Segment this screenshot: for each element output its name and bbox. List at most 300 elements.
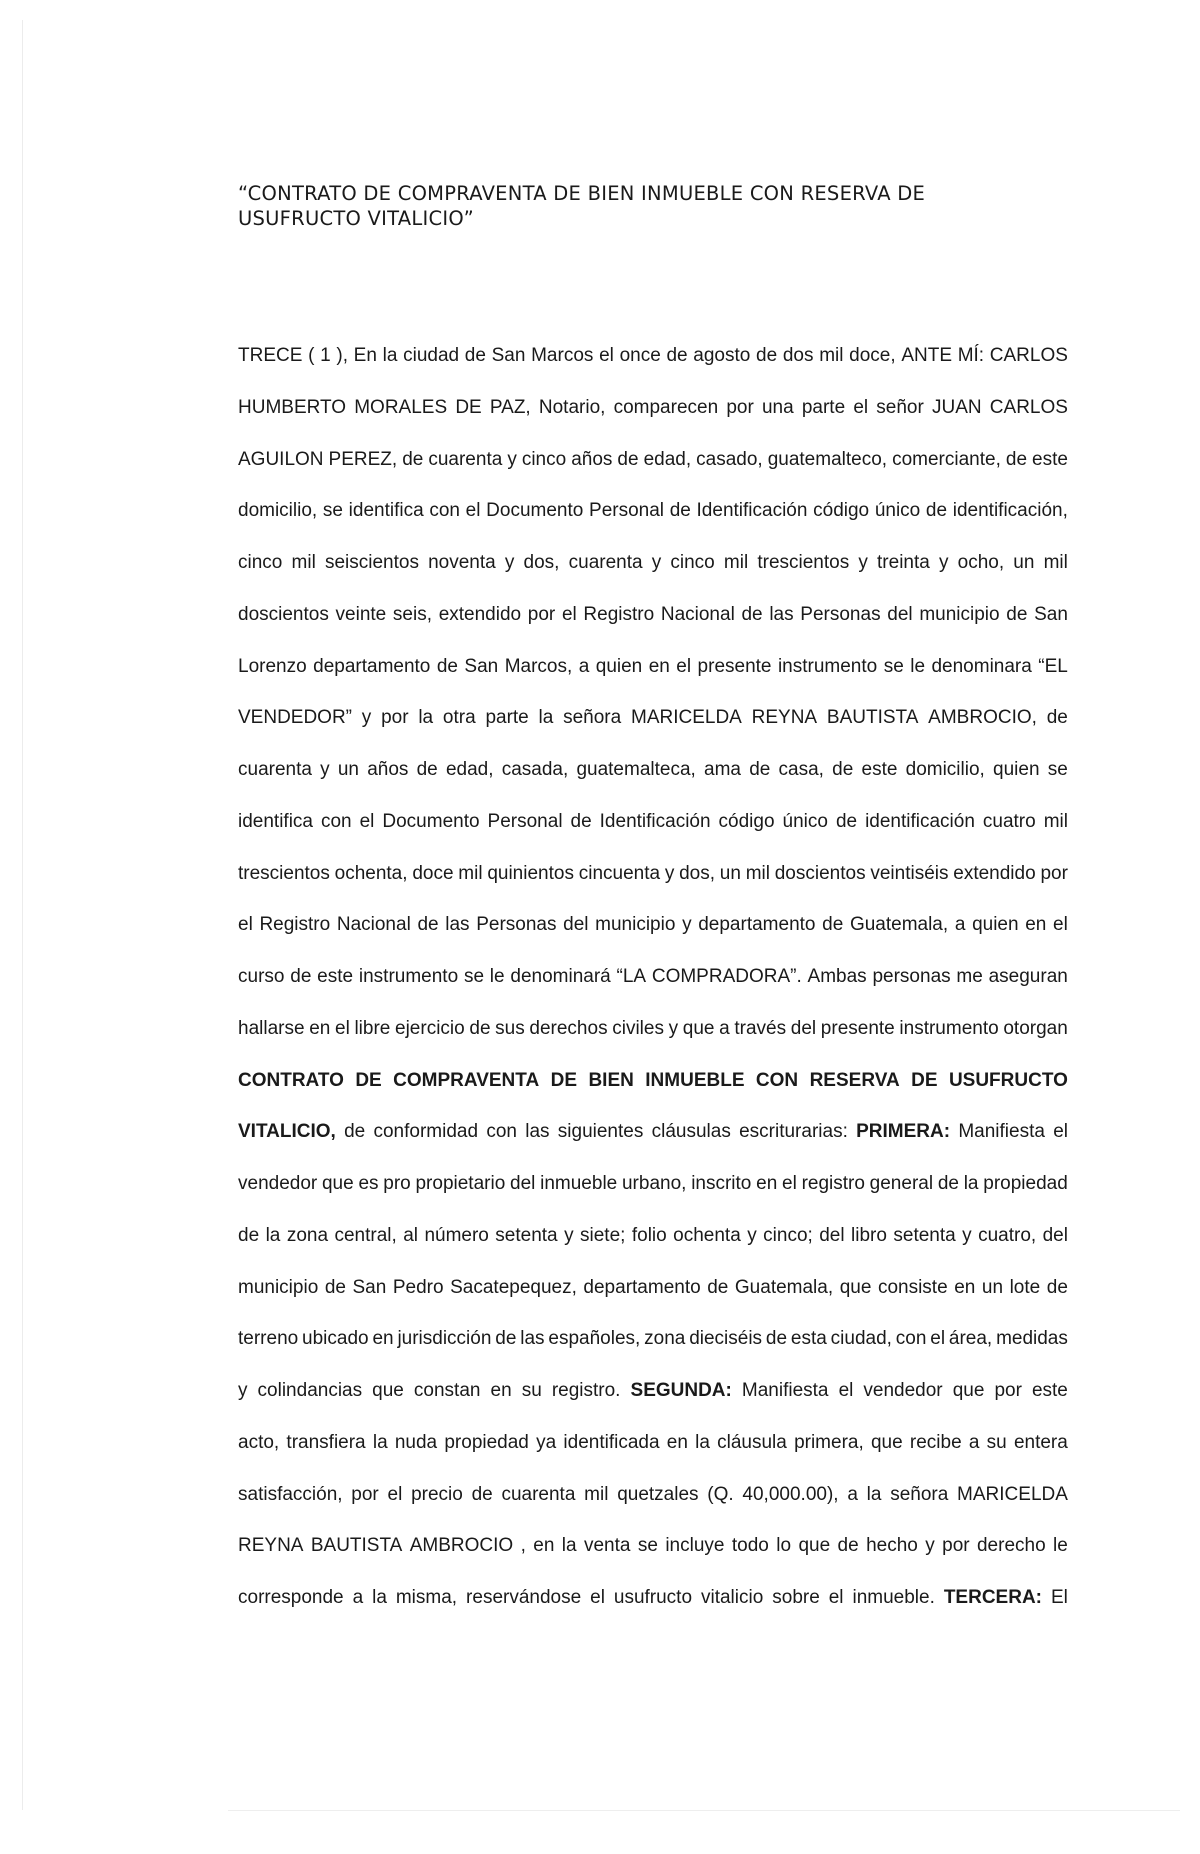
word: veinte — [335, 603, 387, 625]
word: vendedor — [863, 1380, 943, 1401]
word: a — [968, 1431, 980, 1453]
word: en — [666, 1431, 688, 1453]
bold-word: RESERVA — [809, 1069, 900, 1091]
word: central, — [334, 1224, 397, 1246]
word: me — [956, 966, 983, 987]
word: Personas — [476, 914, 557, 936]
word: precio — [411, 1483, 463, 1505]
word: mil — [1043, 810, 1068, 832]
word: se — [322, 500, 343, 522]
word: el — [561, 603, 577, 625]
word: CARLOS — [989, 345, 1068, 366]
document-line — [238, 962, 1068, 992]
word: de — [756, 345, 778, 366]
word: españoles, — [548, 1328, 641, 1350]
document-line — [238, 652, 1068, 682]
bold-word: COMPRAVENTA — [393, 1069, 540, 1091]
word: esta — [790, 1328, 827, 1350]
word: Registro — [259, 914, 331, 936]
word: por — [381, 707, 409, 729]
word: código — [813, 500, 870, 522]
word: este — [861, 759, 898, 780]
word: las — [769, 603, 794, 625]
word: departamento — [583, 1276, 701, 1298]
document-line — [238, 1428, 1068, 1458]
word: el — [676, 655, 692, 677]
word: “LA — [616, 966, 647, 987]
word: seiscientos — [324, 552, 419, 573]
word: y — [564, 1224, 574, 1246]
word: propietario — [415, 1173, 506, 1194]
word: San — [1034, 603, 1068, 625]
word: constan — [413, 1380, 481, 1401]
word: y — [651, 552, 662, 573]
word: de — [495, 1328, 517, 1350]
word: ocho, — [957, 552, 1005, 573]
word: escriturarias: — [739, 1121, 848, 1143]
word: señora — [890, 1483, 949, 1505]
word: este — [1032, 448, 1068, 470]
word: del — [819, 1224, 845, 1246]
word: vitalicio — [700, 1587, 764, 1608]
word: cinco — [521, 448, 567, 470]
word: setenta — [893, 1224, 956, 1246]
word: MÍ: — [957, 345, 985, 366]
word: ya — [536, 1431, 557, 1453]
word: de — [290, 966, 312, 987]
word: en — [490, 1380, 512, 1401]
document-line — [238, 1117, 1068, 1147]
word: Marcos, — [504, 655, 573, 677]
word: cinco — [238, 552, 283, 573]
word: el — [335, 1017, 350, 1039]
word: Personas — [800, 603, 881, 625]
word: en — [648, 655, 670, 677]
document-line — [238, 703, 1068, 733]
word: vendedor — [238, 1173, 318, 1194]
word: por — [726, 396, 754, 418]
word: de — [471, 1483, 493, 1505]
word: ochenta — [673, 1224, 741, 1246]
word: derechos — [529, 1017, 608, 1039]
word: el — [599, 345, 614, 366]
word: de — [1006, 603, 1028, 625]
word: la — [561, 1535, 577, 1557]
document-title-line-2: USUFRUCTO VITALICIO” — [238, 207, 474, 230]
word: JUAN — [932, 396, 982, 418]
word: del — [563, 914, 589, 936]
word: señora — [563, 707, 622, 729]
bold-word: INMUEBLE — [645, 1069, 745, 1091]
word: mil — [745, 862, 770, 884]
word: es — [358, 1173, 379, 1194]
word: 1 — [320, 345, 331, 366]
bold-word: CON — [755, 1069, 799, 1091]
word: años — [571, 448, 613, 470]
word: mil — [819, 345, 844, 366]
word: por — [351, 1483, 379, 1505]
word: municipio — [919, 603, 1000, 625]
word: otra — [442, 707, 476, 729]
word: del — [887, 603, 913, 625]
word: la — [418, 707, 434, 729]
word: a — [847, 1483, 858, 1505]
word: doscientos — [774, 862, 866, 884]
word: inmueble. — [852, 1587, 935, 1608]
word: TRECE — [238, 345, 303, 366]
word: transfiera — [286, 1431, 366, 1453]
word: por — [942, 1535, 970, 1557]
word: de — [666, 345, 688, 366]
word: le — [1053, 1535, 1068, 1557]
document-line — [238, 910, 1068, 940]
word: municipio — [595, 914, 676, 936]
word: con — [895, 1328, 927, 1350]
word: quien — [972, 914, 1019, 936]
word: quinientos — [487, 862, 574, 884]
document-line — [238, 1066, 1068, 1096]
word: siguientes — [557, 1121, 644, 1143]
word: cinco — [670, 552, 715, 573]
word: años — [367, 759, 409, 780]
word: con — [320, 810, 352, 832]
word: Personal — [487, 810, 563, 832]
word: lo — [776, 1535, 792, 1557]
word: ANTE — [901, 345, 953, 366]
word: la — [265, 1224, 281, 1246]
word: corresponde — [238, 1587, 344, 1608]
word: HUMBERTO — [238, 396, 347, 418]
word: y — [925, 1535, 935, 1557]
word: al — [403, 1224, 418, 1246]
word: del — [510, 1173, 536, 1194]
word: conformidad — [373, 1121, 479, 1143]
document-line — [238, 1376, 1068, 1406]
word: cincuenta — [578, 862, 661, 884]
word: las — [445, 914, 470, 936]
word: en — [756, 1173, 778, 1194]
word: de — [1046, 707, 1068, 729]
word: doce — [412, 862, 454, 884]
word: y — [504, 552, 515, 573]
word: AMBROCIO, — [928, 707, 1037, 729]
word: El — [1050, 1587, 1068, 1608]
word: todo — [731, 1535, 769, 1557]
word: le — [489, 966, 505, 987]
word: reservándose — [466, 1587, 582, 1608]
document-line — [238, 807, 1068, 837]
word: Marcos — [531, 345, 594, 366]
word: Manifiesta — [958, 1121, 1045, 1143]
word: propiedad — [444, 1431, 529, 1453]
word: venta — [583, 1535, 631, 1557]
document-line — [238, 1480, 1068, 1510]
word: MARICELDA — [957, 1483, 1068, 1505]
word: ochenta, — [334, 862, 408, 884]
word: casa, — [778, 759, 824, 780]
word: denominara — [931, 655, 1032, 677]
word: doce, — [849, 345, 896, 366]
word: San — [352, 1276, 387, 1298]
document-line — [238, 1273, 1068, 1303]
word: en — [309, 1017, 331, 1039]
word: denominará — [510, 966, 611, 987]
word: edad, — [445, 759, 494, 780]
word: quien — [595, 655, 643, 677]
word: de — [238, 1224, 260, 1246]
word: de — [464, 345, 486, 366]
word: VENDEDOR” — [238, 707, 353, 729]
word: en — [372, 1328, 394, 1350]
word: el — [853, 396, 869, 418]
word: el — [387, 1483, 403, 1505]
word: su — [986, 1431, 1007, 1453]
word: ciudad — [403, 345, 460, 366]
word: este — [1031, 1380, 1068, 1401]
word: sus — [495, 1017, 525, 1039]
word: 40,000.00), — [742, 1483, 839, 1505]
word: de — [925, 500, 948, 522]
word: general — [869, 1173, 934, 1194]
document-line — [238, 1531, 1068, 1561]
word: por — [994, 1380, 1022, 1401]
word: número — [424, 1224, 489, 1246]
word: de — [570, 810, 592, 832]
word: que — [372, 1380, 404, 1401]
word: de — [835, 810, 858, 832]
word: AMBROCIO — [409, 1535, 514, 1557]
word: a — [578, 655, 590, 677]
word: un — [981, 1276, 1004, 1298]
word: AGUILON — [238, 448, 324, 470]
word: con — [486, 1121, 517, 1143]
word: de — [469, 1017, 491, 1039]
word: Nacional — [660, 603, 735, 625]
word: libro — [851, 1224, 887, 1246]
word: comparecen — [613, 396, 719, 418]
word: instrumento — [899, 1017, 999, 1039]
word: de — [837, 1535, 859, 1557]
word: ama — [704, 759, 741, 780]
word: Pedro — [392, 1276, 444, 1298]
word: por — [1040, 862, 1068, 884]
word: el — [1053, 914, 1068, 936]
word: comerciante, — [892, 448, 1001, 470]
word: derecho — [976, 1535, 1046, 1557]
word: través — [734, 1017, 787, 1039]
word: y — [238, 1380, 248, 1401]
document-line — [238, 341, 1068, 371]
word: REYNA — [238, 1535, 304, 1557]
word: las — [520, 1328, 545, 1350]
word: BAUTISTA — [826, 707, 919, 729]
word: casada, — [501, 759, 569, 780]
word: mil — [1043, 552, 1068, 573]
word: y — [939, 552, 949, 573]
word: terreno — [238, 1328, 299, 1350]
word: y — [962, 1224, 972, 1246]
word: se — [1047, 759, 1068, 780]
word: de — [1046, 1276, 1068, 1298]
word: aseguran — [988, 966, 1068, 987]
word: trescientos — [238, 862, 330, 884]
word: de — [436, 655, 458, 677]
word: DE — [455, 396, 482, 418]
word: setenta — [495, 1224, 558, 1246]
word: consiste — [877, 1276, 948, 1298]
word: el — [930, 1328, 946, 1350]
word: Notario, — [538, 396, 606, 418]
word: y — [664, 862, 675, 884]
word: nuda — [394, 1431, 438, 1453]
word: hallarse — [238, 1017, 305, 1039]
word: instrumento — [358, 966, 459, 987]
word: un — [337, 759, 359, 780]
document-line — [238, 859, 1068, 889]
word: parte — [485, 707, 529, 729]
word: a — [352, 1587, 364, 1608]
document-line — [238, 600, 1068, 630]
word: dieciséis — [689, 1328, 763, 1350]
word: de — [741, 603, 763, 625]
word: siete; — [580, 1224, 626, 1246]
word: (Q. — [707, 1483, 734, 1505]
word: Guatemala, — [849, 914, 949, 936]
word: guatemalteco, — [767, 448, 888, 470]
word: cuatro — [982, 810, 1036, 832]
document-line — [238, 1014, 1068, 1044]
word: las — [525, 1121, 550, 1143]
word: la — [538, 707, 554, 729]
word: Lorenzo — [238, 655, 307, 677]
word: presente — [697, 655, 772, 677]
word: el — [1053, 1121, 1068, 1143]
word: cuarenta — [568, 552, 643, 573]
word: en — [1025, 914, 1047, 936]
word: COMPRADORA”. — [651, 966, 802, 987]
word: trescientos — [757, 552, 850, 573]
word: municipio — [238, 1276, 319, 1298]
word: acto, — [238, 1431, 280, 1453]
word: y — [668, 1017, 679, 1039]
word: Registro — [583, 603, 655, 625]
bold-word: TERCERA: — [943, 1587, 1042, 1608]
word: el — [590, 1587, 605, 1608]
word: en — [533, 1535, 555, 1557]
word: Personal — [589, 500, 665, 522]
word: identifica — [238, 810, 313, 832]
word: dos — [782, 345, 814, 366]
word: por — [527, 603, 556, 625]
word: cuatro, — [978, 1224, 1037, 1246]
word: primera, — [794, 1431, 864, 1453]
word: y — [682, 914, 692, 936]
word: parte — [801, 396, 846, 418]
word: hecho — [866, 1535, 918, 1557]
word: a — [954, 914, 966, 936]
word: este — [317, 966, 354, 987]
word: BAUTISTA — [310, 1535, 403, 1557]
word: noventa — [428, 552, 496, 573]
bold-word: CONTRATO — [238, 1069, 344, 1091]
word: el — [828, 1587, 844, 1608]
word: la — [372, 1587, 387, 1608]
word: y — [507, 448, 517, 470]
word: inmueble — [540, 1173, 618, 1194]
word: guatemalteca, — [576, 759, 696, 780]
document-line — [238, 1583, 1068, 1613]
word: y — [858, 552, 868, 573]
word: mil — [291, 552, 316, 573]
word: que — [952, 1380, 985, 1401]
word: de — [617, 448, 639, 470]
word: ubicado — [302, 1328, 369, 1350]
word: identificada — [563, 1431, 660, 1453]
word: PAZ, — [489, 396, 531, 418]
word: seis, — [392, 603, 432, 625]
word: de — [417, 914, 439, 936]
word: folio — [631, 1224, 667, 1246]
word: identifica — [348, 500, 424, 522]
word: la — [382, 345, 398, 366]
word: y — [747, 1224, 757, 1246]
word: pro — [383, 1173, 411, 1194]
word: el — [782, 1173, 797, 1194]
word: zona — [644, 1328, 686, 1350]
bold-word: USUFRUCTO — [948, 1069, 1068, 1091]
word: y — [320, 759, 330, 780]
word: extendido — [438, 603, 522, 625]
word: En — [353, 345, 377, 366]
word: la — [963, 1173, 979, 1194]
word: CARLOS — [989, 396, 1068, 418]
word: de — [402, 448, 424, 470]
bold-word: DE — [550, 1069, 578, 1091]
word: de — [324, 1276, 346, 1298]
word: MORALES — [354, 396, 448, 418]
document-line — [238, 496, 1068, 526]
word: de — [1005, 448, 1028, 470]
word: cuarenta — [501, 1483, 576, 1505]
word: la — [866, 1483, 882, 1505]
word: departamento — [698, 914, 816, 936]
word: señor — [876, 396, 924, 418]
word: presente — [820, 1017, 895, 1039]
word: PEREZ, — [328, 448, 398, 470]
word: ), — [336, 345, 348, 366]
word: de — [749, 759, 771, 780]
document-title-line-1: “CONTRATO DE COMPRAVENTA DE BIEN INMUEBLE CON RESERVA DE — [238, 182, 926, 205]
word: un — [719, 862, 741, 884]
word: San — [464, 655, 499, 677]
word: del — [790, 1017, 817, 1039]
word: de — [765, 1328, 788, 1350]
word: entera — [1013, 1431, 1068, 1453]
word: el — [465, 500, 481, 522]
word: personas — [872, 966, 951, 987]
document-line — [238, 1169, 1068, 1199]
word: libre — [354, 1017, 391, 1039]
word: instrumento — [777, 655, 878, 677]
word: recibe — [909, 1431, 962, 1453]
word: veintiséis — [870, 862, 949, 884]
word: de — [937, 1173, 959, 1194]
word: Identificación — [599, 810, 711, 832]
bold-word: VITALICIO, — [238, 1121, 336, 1143]
word: jurisdicción — [397, 1328, 492, 1350]
bold-word: DE — [355, 1069, 382, 1091]
word: REYNA — [751, 707, 818, 729]
